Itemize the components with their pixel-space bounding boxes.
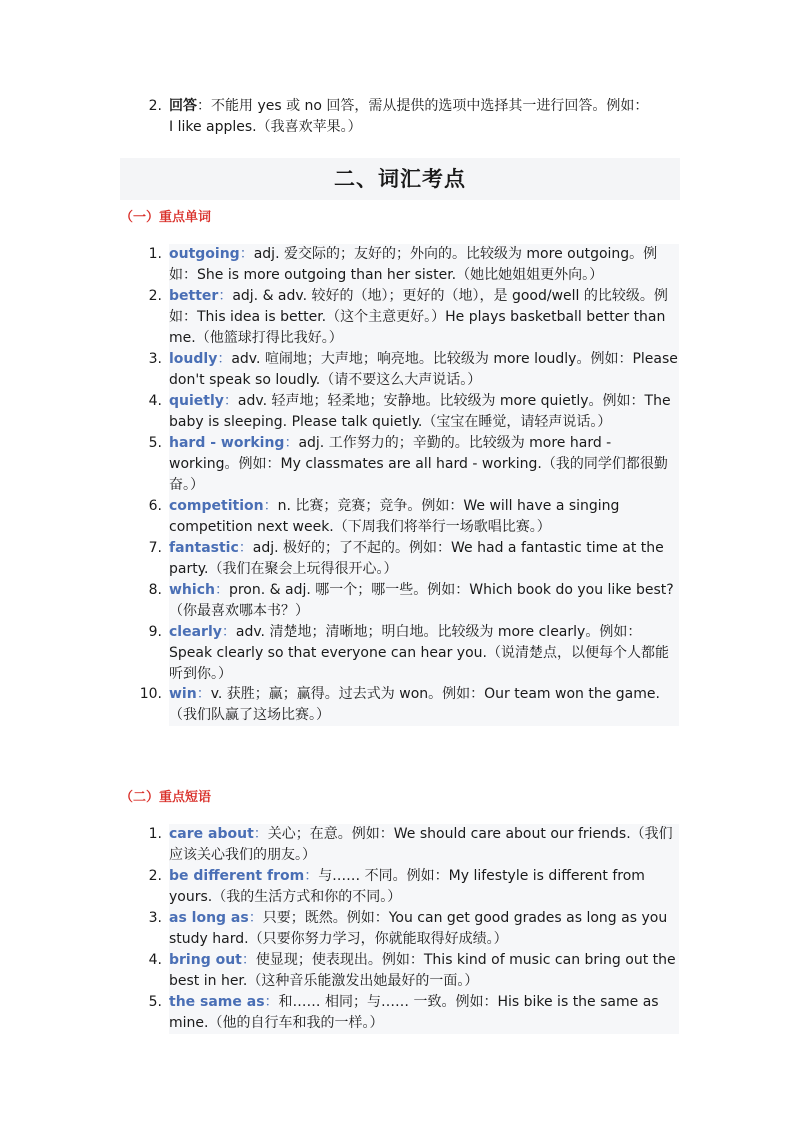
vocab-definition: adj. & adv. 较好的（地）；更好的（地），是 good/well 的比较级。例如：This idea is better.（这个主意更好。）He plays basketball better than me.（他篮球打得比我好。） [169,288,668,346]
list-item-text: better：adj. & adv. 较好的（地）；更好的（地），是 good/well 的比较级。例如：This idea is better.（这个主意更好。）He plays basketball better than me.（他篮球打得比我好。） [169,286,679,349]
list-number: 6. [148,498,162,514]
list-number: 5. [148,435,162,451]
list-item-text: outgoing：adj. 爱交际的；友好的；外向的。比较级为 more outgoing。例如：She is more outgoing than her sister.（她比她姐姐更外向。） [169,244,679,286]
vocab-term: which [169,582,215,598]
list-item-text: clearly：adv. 清楚地；清晰地；明白地。比较级为 more clearly。例如：Speak clearly so that everyone can hear you.（说清楚点，以便每个人都能听到你。） [169,622,679,685]
vocab-term: better [169,288,219,304]
vocab-definition: adv. 喧闹地；大声地；响亮地。比较级为 more loudly。例如：Please don't speak so loudly.（请不要这么大声说话。） [169,351,678,388]
vocab-term: outgoing [169,246,240,262]
list-number: 5. [148,994,162,1010]
list-number: 4. [148,393,162,409]
answer-text: ：不能用 yes 或 no 回答，需从提供的选项中选择其一进行回答。例如： [197,98,649,114]
list-number: 10. [139,686,162,702]
list-number: 3. [148,910,162,926]
vocab-definition: pron. & adj. 哪一个；哪一些。例如：Which book do you like best?（你最喜欢哪本书？） [169,582,674,619]
phrase-definition: 使显现；使表现出。例如：This kind of music can bring out the best in her.（这种音乐能激发出她最好的一面。） [169,952,676,989]
phrase-term: bring out [169,952,242,968]
phrase-definition: 只要；既然。例如：You can get good grades as long as you study hard.（只要你努力学习，你就能取得好成绩。） [169,910,668,947]
list-number: 8. [148,582,162,598]
phrase-definition: 和…… 相同；与…… 一致。例如：His bike is the same as mine.（他的自行车和我的一样。） [169,994,659,1031]
answer-example: I like apples.（我喜欢苹果。） [169,119,362,135]
list-item-text: hard - working：adj. 工作努力的；辛勤的。比较级为 more hard - working。例如：My classmates are all hard - working.（我的同学们都很勤奋。） [169,433,679,496]
phrase-definition: 关心；在意。例如：We should care about our friends.（我们应该关心我们的朋友。） [169,826,673,863]
list-number: 3. [148,351,162,367]
list-item-text: loudly：adv. 喧闹地；大声地；响亮地。比较级为 more loudly。例如：Please don't speak so loudly.（请不要这么大声说话。） [169,349,679,391]
answer-label: 回答 [169,98,197,114]
list-number: 1. [148,826,162,842]
phrase-definition: 与…… 不同。例如：My lifestyle is different from yours.（我的生活方式和你的不同。） [169,868,645,905]
phrase-term: as long as [169,910,249,926]
list-item-text: be different from：与…… 不同。例如：My lifestyle is different from yours.（我的生活方式和你的不同。） [169,866,679,908]
vocab-term: competition [169,498,264,514]
list-number: 4. [148,952,162,968]
vocab-definition: adv. 清楚地；清晰地；明白地。比较级为 more clearly。例如：Speak clearly so that everyone can hear you.（说清楚点，以便每个人都能听到你。） [169,624,669,682]
vocab-definition: adv. 轻声地；轻柔地；安静地。比较级为 more quietly。例如：The baby is sleeping. Please talk quietly.（宝宝在睡觉，请轻声说话。） [169,393,671,430]
list-number: 1. [148,246,162,262]
section-title-phrases: （二）重点短语 [120,790,212,805]
section-title-words: （一）重点单词 [120,210,212,225]
list-item-text: quietly：adv. 轻声地；轻柔地；安静地。比较级为 more quietly。例如：The baby is sleeping. Please talk quietly.（宝宝在睡觉，请轻声说话。） [169,391,679,433]
vocab-term: quietly [169,393,224,409]
section-heading: 二、词汇考点 [334,167,466,191]
phrase-term: care about [169,826,254,842]
list-item-text: as long as：只要；既然。例如：You can get good grades as long as you study hard.（只要你努力学习，你就能取得好成绩。） [169,908,679,950]
list-number: 2. [148,868,162,884]
list-item-text: the same as：和…… 相同；与…… 一致。例如：His bike is the same as mine.（他的自行车和我的一样。） [169,992,679,1034]
list-number: 9. [148,624,162,640]
list-item-text: bring out：使显现；使表现出。例如：This kind of music can bring out the best in her.（这种音乐能激发出她最好的一面。） [169,950,679,992]
list-item-text: which：pron. & adj. 哪一个；哪一些。例如：Which book do you like best?（你最喜欢哪本书？） [169,580,679,622]
vocab-term: fantastic [169,540,239,556]
phrase-term: be different from [169,868,305,884]
vocab-term: win [169,686,197,702]
vocab-definition: v. 获胜；赢；赢得。过去式为 won。例如：Our team won the game.（我们队赢了这场比赛。） [169,686,660,723]
vocab-definition: adj. 极好的；了不起的。例如：We had a fantastic time at the party.（我们在聚会上玩得很开心。） [169,540,664,577]
list-item-text: care about：关心；在意。例如：We should care about our friends.（我们应该关心我们的朋友。） [169,824,679,866]
phrase-term: the same as [169,994,265,1010]
vocab-definition: adj. 爱交际的；友好的；外向的。比较级为 more outgoing。例如：She is more outgoing than her sister.（她比她姐姐更外向。） [169,246,658,283]
list-number: 2. [148,288,162,304]
list-item-text: competition：n. 比赛；竞赛；竞争。例如：We will have a singing competition next week.（下周我们将举行一场歌唱比赛。） [169,496,679,538]
vocab-definition: n. 比赛；竞赛；竞争。例如：We will have a singing competition next week.（下周我们将举行一场歌唱比赛。） [169,498,620,535]
list-number: 2. [148,98,162,114]
list-item-text: fantastic：adj. 极好的；了不起的。例如：We had a fantastic time at the party.（我们在聚会上玩得很开心。） [169,538,679,580]
list-item-text: win：v. 获胜；赢；赢得。过去式为 won。例如：Our team won the game.（我们队赢了这场比赛。） [169,684,679,726]
list-item-text [169,96,679,138]
vocab-term: hard - working [169,435,285,451]
vocab-definition: adj. 工作努力的；辛勤的。比较级为 more hard - working。例如：My classmates are all hard - working.（我的同学们都很勤奋。） [169,435,668,493]
vocab-term: loudly [169,351,218,367]
vocab-term: clearly [169,624,222,640]
list-number: 7. [148,540,162,556]
